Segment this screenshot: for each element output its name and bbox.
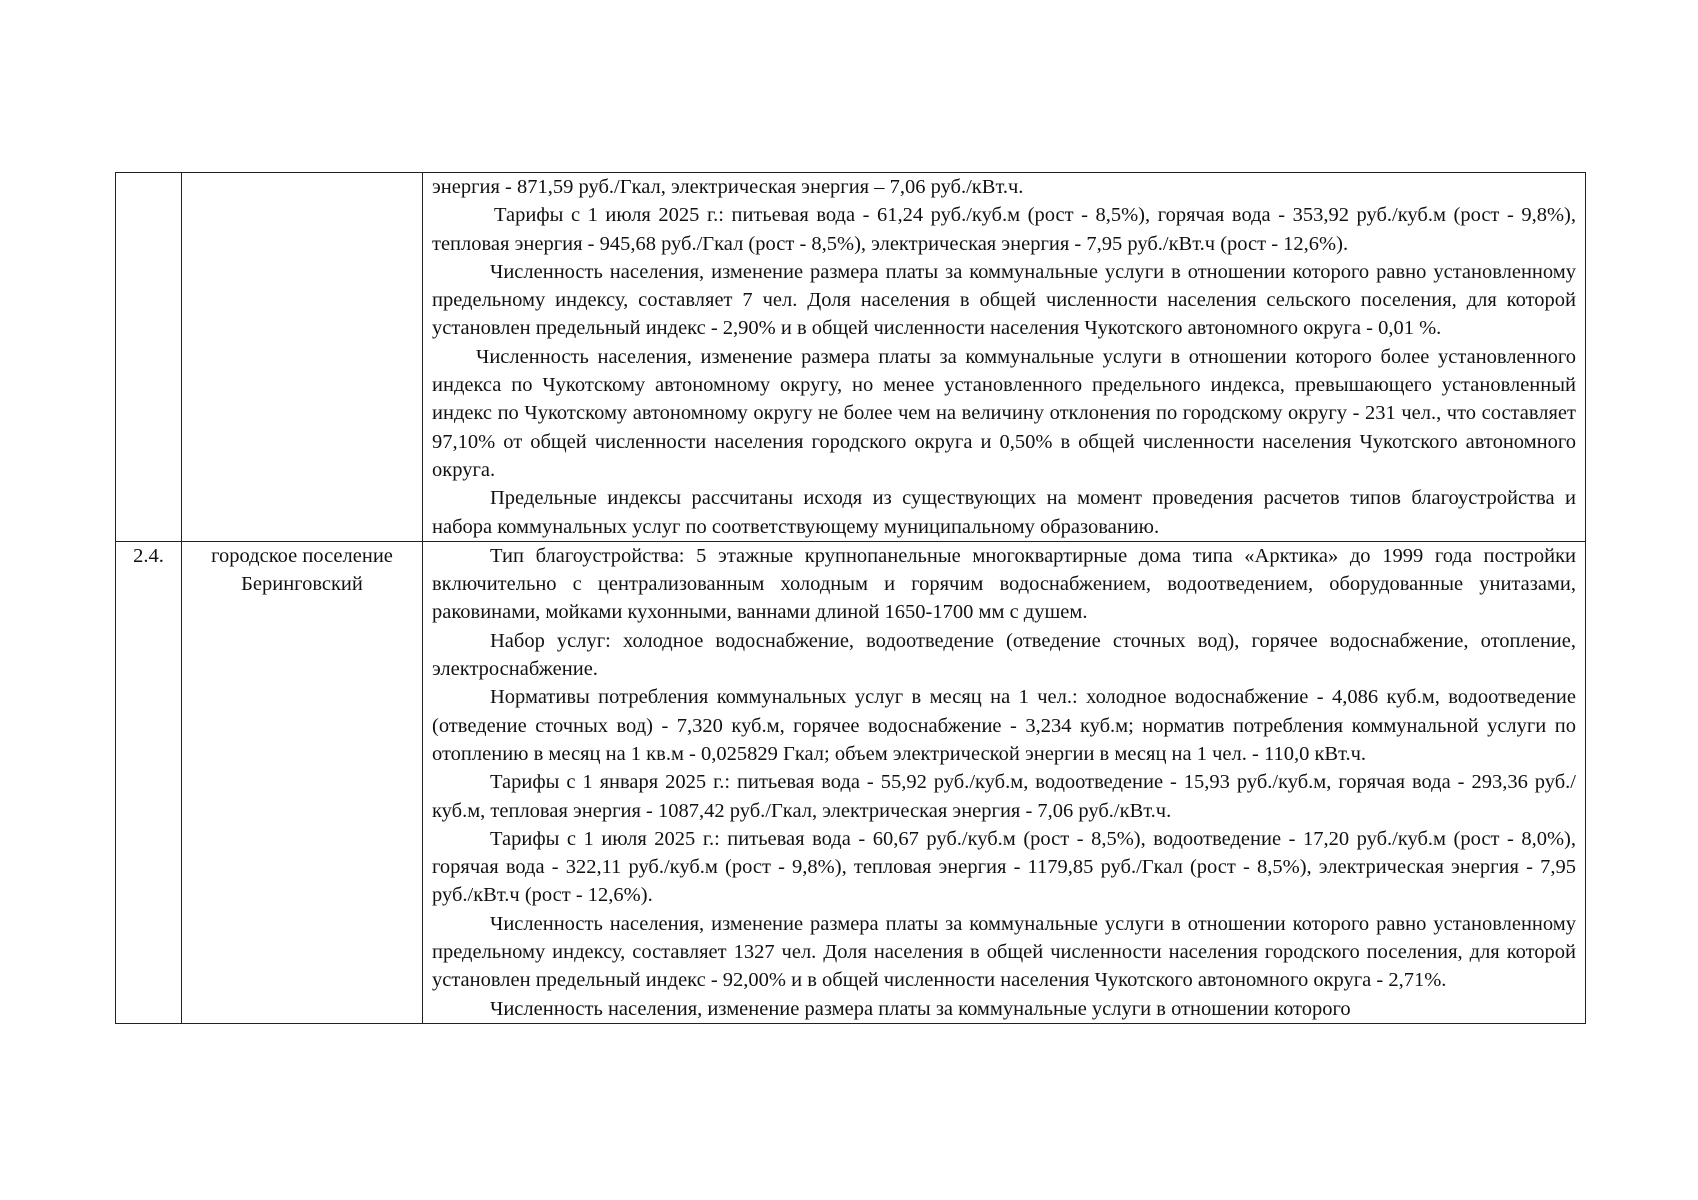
table-row [116,541,1586,1023]
row-number-cell: 2.4. [116,541,182,1023]
municipality-name-cell [182,173,423,542]
paragraph: Численность населения, изменение размера платы за коммунальные услуги в отношении которого более установленного индекса по Чукотскому автономному округу, но менее установленного предельного индекса, превышающего установленный индекс по Чукотскому автономному округу не более чем на величину отклонения по городскому округу - 231 чел., что составляет 97,10% от общей численности населения городского округа и 0,50% в общей численности населения Чукотского автономного округа. [432,345,1576,481]
paragraph: Численность населения, изменение размера платы за коммунальные услуги в отношении которого [490,997,1351,1020]
row-number-cell [116,173,182,542]
municipality-type: городское поселение [211,544,393,567]
paragraph: Тип благоустройства: 5 этажные крупнопанельные многоквартирные дома типа «Арктика» до 1999 года постройки включительно с централизованным холодным и горячим водоснабжением, водоотведением, оборудованные унитазами, раковинами, мойками кухонными, ваннами длиной 1650-1700 мм с душем. [432,544,1576,624]
tariff-table [115,172,1586,1024]
paragraph: Тарифы с 1 июля 2025 г.: питьевая вода - 60,67 руб./куб.м (рост - 8,5%), водоотведение - 17,20 руб./куб.м (рост - 8,0%), горячая вода - 322,11 руб./куб.м (рост - 9,8%), тепловая энергия - 1179,85 руб./Гкал (рост - 8,5%), электрическая энергия - 7,95 руб./кВт.ч (рост - 12,6%). [432,827,1576,907]
description-cell [423,173,1586,542]
table-row [116,173,1586,542]
paragraph: Предельные индексы рассчитаны исходя из существующих на момент проведения расчетов типов благоустройства и набора коммунальных услуг по соответствующему муниципальному образованию. [432,487,1576,538]
paragraph: Тарифы с 1 июля 2025 г.: питьевая вода - 61,24 руб./куб.м (рост - 8,5%), горячая вода - 353,92 руб./куб.м (рост - 9,8%), тепловая энергия - 945,68 руб./Гкал (рост - 8,5%), электрическая энергия - 7,95 руб./кВт.ч (рост - 12,6%). [432,204,1576,255]
paragraph: Нормативы потребления коммунальных услуг в месяц на 1 чел.: холодное водоснабжение - 4,086 куб.м, водоотведение (отведение сточных вод) - 7,320 куб.м, горячее водоснабжение - 3,234 куб.м; норматив потребления коммунальной услуги по отоплению в месяц на 1 кв.м - 0,025829 Гкал; объем электрической энергии в месяц на 1 чел. - 110,0 кВт.ч. [432,686,1576,765]
description-cell [423,541,1586,1023]
municipality-name-cell [182,541,423,1023]
municipality-name: Беринговский [241,573,363,596]
paragraph: энергия - 871,59 руб./Гкал, электрическая энергия – 7,06 руб./кВт.ч. [432,176,1024,198]
paragraph: Численность населения, изменение размера платы за коммунальные услуги в отношении которого равно установленному предельному индексу, составляет 1327 чел. Доля населения в общей численности населения городского поселения, для которой установлен предельный индекс - 92,00% и в общей численности населения Чукотского автономного округа - 2,71%. [432,912,1576,992]
paragraph: Тарифы с 1 января 2025 г.: питьевая вода - 55,92 руб./куб.м, водоотведение - 15,93 руб./куб.м, горячая вода - 293,36 руб./куб.м, тепловая энергия - 1087,42 руб./Гкал, электрическая энергия - 7,06 руб./кВт.ч. [432,771,1576,822]
paragraph: Численность населения, изменение размера платы за коммунальные услуги в отношении которого равно установленному предельному индексу, составляет 7 чел. Доля населения в общей численности населения сельского поселения, для которой установлен предельный индекс - 2,90% и в общей численности населения Чукотского автономного округа - 0,01 %. [432,260,1576,340]
paragraph: Набор услуг: холодное водоснабжение, водоотведение (отведение сточных вод), горячее водоснабжение, отопление, электроснабжение. [432,629,1576,681]
